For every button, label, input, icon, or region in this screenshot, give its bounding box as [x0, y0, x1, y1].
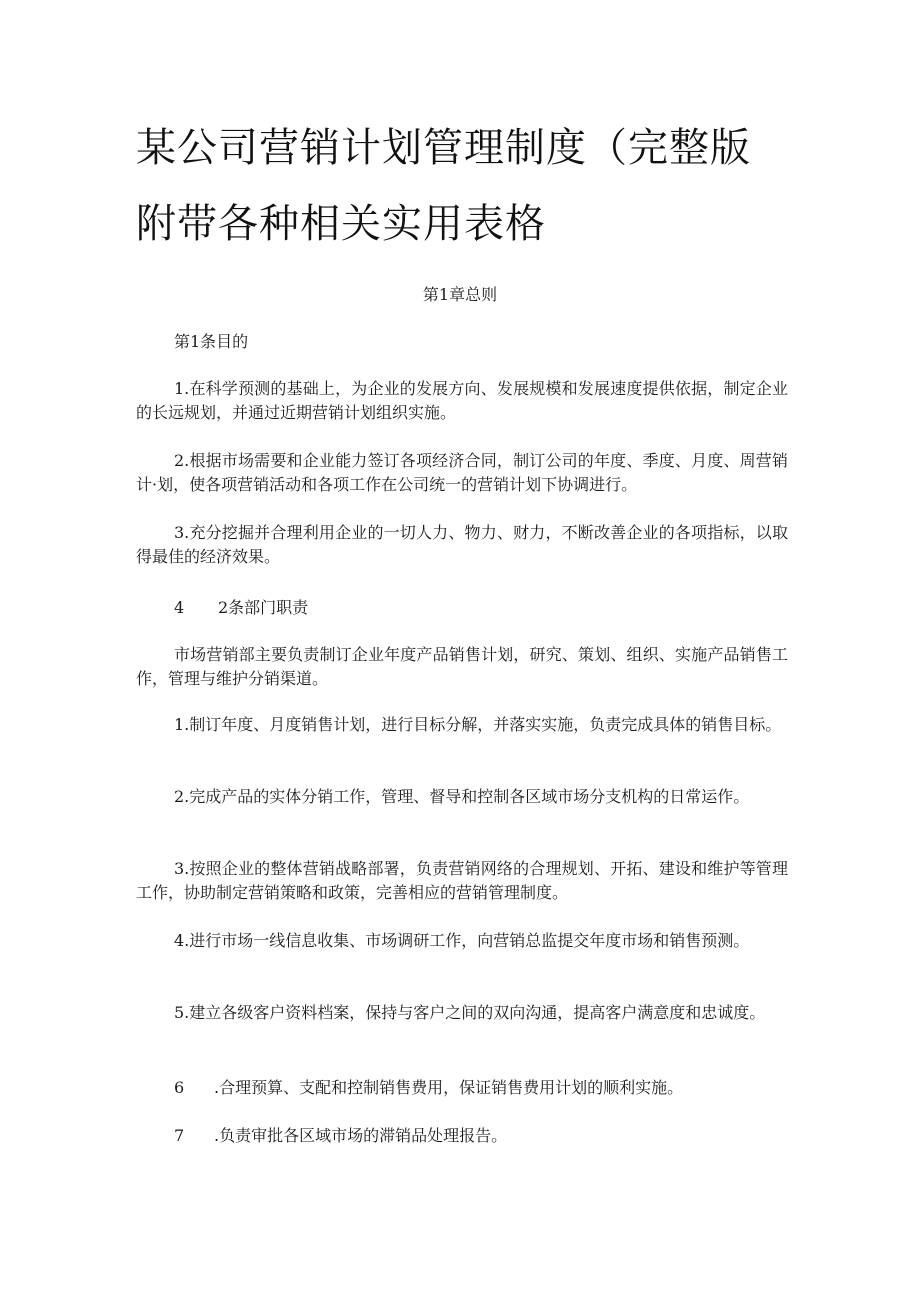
article-1-item-2: 2.根据市场需要和企业能力签订各项经济合同，制订公司的年度、季度、月度、周营销计·划，使各项营销活动和各项工作在公司统一的营销计划下协调进行。 [136, 451, 788, 494]
article-2-heading-number: 4 [174, 598, 185, 617]
article-2-item-7-number: 7 [174, 1126, 185, 1145]
article-2-item-1: 1.制订年度、月度销售计划，进行目标分解，并落实实施，负责完成具体的销售目标。 [174, 715, 782, 734]
article-1-item-3: 3.充分挖掘并合理利用企业的一切人力、物力、财力，不断改善企业的各项指标，以取得最佳的经济效果。 [136, 523, 788, 566]
article-2-item-3: 3.按照企业的整体营销战略部署，负责营销网络的合理规划、开拓、建设和维护等管理工作，协助制定营销策略和政策，完善相应的营销管理制度。 [136, 859, 788, 902]
article-1-item-1: 1.在科学预测的基础上，为企业的发展方向、发展规模和发展速度提供依据，制定企业的长远规划，并通过近期营销计划组织实施。 [136, 379, 788, 422]
article-2-item-4: 4.进行市场一线信息收集、市场调研工作，向营销总监提交年度市场和销售预测。 [174, 931, 750, 950]
article-2-item-6-text: .合理预算、支配和控制销售费用，保证销售费用计划的顺利实施。 [214, 1078, 684, 1097]
document-title-line-1: 某公司营销计划管理制度（完整版 [136, 125, 751, 171]
article-2-item-6-number: 6 [174, 1078, 185, 1097]
article-2-item-2: 2.完成产品的实体分销工作，管理、督导和控制各区域市场分支机构的日常运作。 [174, 787, 750, 806]
article-2-item-5: 5.建立各级客户资料档案，保持与客户之间的双向沟通，提高客户满意度和忠诚度。 [174, 1003, 766, 1022]
article-2-item-7-text: .负责审批各区域市场的滞销品处理报告。 [214, 1126, 508, 1145]
document-title-line-2: 附带各种相关实用表格 [136, 201, 546, 247]
chapter-heading: 第1章总则 [422, 285, 498, 304]
article-2-heading-text: 2条部门职责 [218, 598, 309, 617]
article-2-intro: 市场营销部主要负责制订企业年度产品销售计划，研究、策划、组织、实施产品销售工作，管理与维护分销渠道。 [136, 645, 788, 688]
article-1-heading: 第1条目的 [174, 332, 249, 351]
